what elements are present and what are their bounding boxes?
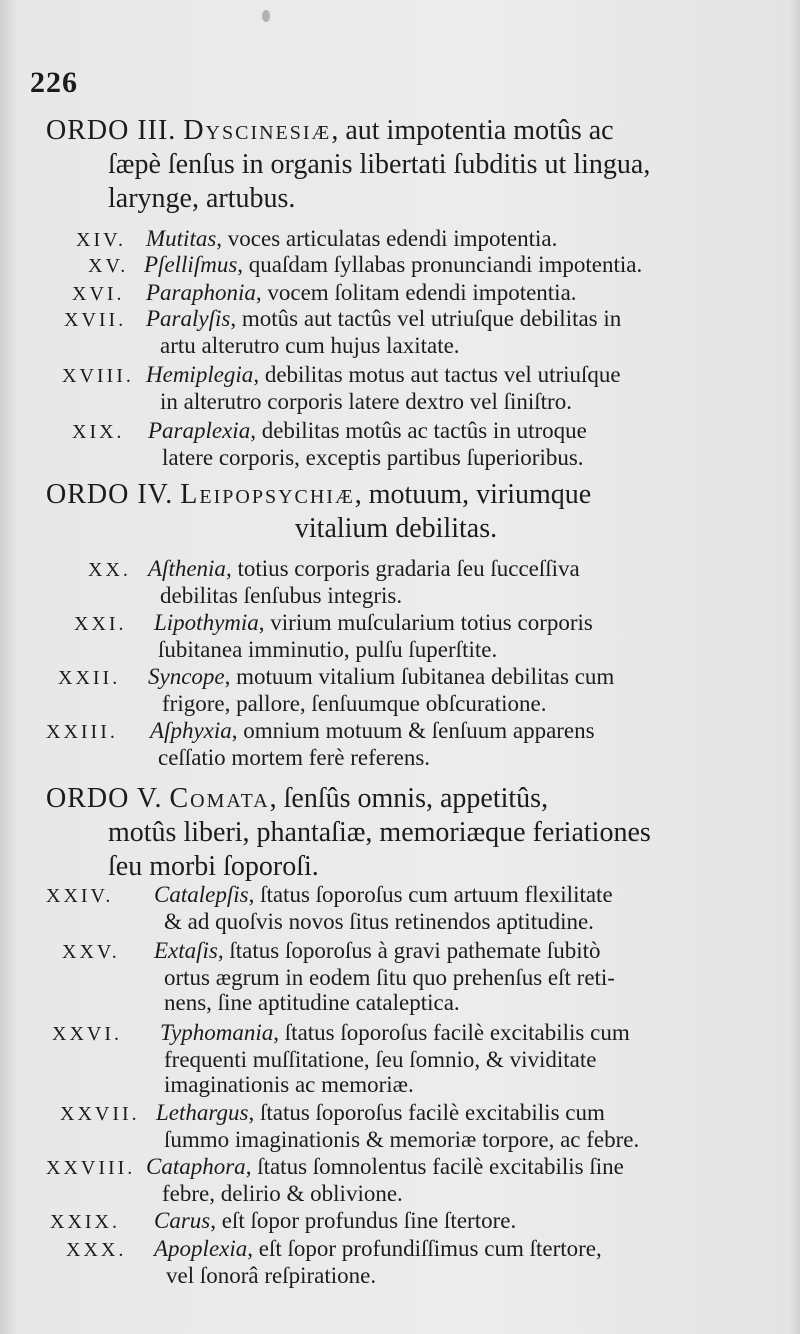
entry-text-line: ceſſatio mortem ferè referens. bbox=[158, 745, 431, 770]
entry-term: Paralyſis bbox=[146, 306, 231, 331]
entry-term: Lipothymia bbox=[154, 610, 259, 635]
entry-number: XXV. bbox=[62, 941, 120, 963]
entry-text: , ſtatus ſoporoſus à gravi pathemate ſubitò bbox=[217, 938, 601, 963]
entry-text: , debilitas motus aut tactus vel utriuſque bbox=[253, 362, 621, 387]
entry-term: Paraphonia bbox=[146, 280, 256, 305]
ordo-description: , motuum, viriumque bbox=[354, 479, 592, 510]
entry-text-line: latere corporis, exceptis partibus ſuperioribus. bbox=[162, 445, 584, 470]
entry-term: Aſphyxia bbox=[150, 718, 232, 743]
entry-number: XXVII. bbox=[60, 1103, 140, 1125]
entry-text-line: & ad quoſvis novos ſitus retinendos aptitudine. bbox=[164, 909, 594, 934]
entry-xxviii bbox=[46, 1154, 624, 1206]
entry-text-line: nens, ſine aptitudine cataleptica. bbox=[164, 990, 460, 1015]
entry-term: Hemiplegia bbox=[146, 362, 254, 387]
entry-term: Paraplexia bbox=[148, 418, 251, 443]
entry-number: XVI. bbox=[72, 283, 125, 305]
entry-xxvi bbox=[52, 1020, 630, 1097]
entry-xxix bbox=[50, 1208, 516, 1235]
entry-term: Extaſis bbox=[154, 938, 218, 963]
entry-text: , motûs aut tactûs vel utriuſque debilitas in bbox=[230, 306, 622, 331]
entry-text-line: ſubitanea imminutio, pulſu ſuperſtite. bbox=[158, 637, 498, 662]
entry-term: Pſelliſmus bbox=[144, 252, 238, 277]
ordo-label: ORDO V. bbox=[46, 783, 163, 814]
ink-smudge bbox=[262, 10, 270, 22]
entry-xix bbox=[72, 418, 587, 470]
entry-number: XIV. bbox=[76, 229, 126, 251]
entry-xvi bbox=[72, 280, 577, 307]
ordo-description-line: larynge, artubus. bbox=[108, 183, 296, 214]
ordo-description-line: ſæpè ſenſus in organis libertati ſubditis ut lingua, bbox=[108, 149, 651, 180]
entry-term: Catalepſis bbox=[154, 882, 249, 907]
ordo-label: ORDO IV. bbox=[46, 479, 174, 510]
entry-text: , debilitas motûs ac tactûs in utroque bbox=[250, 418, 587, 443]
entry-number: XVII. bbox=[64, 309, 127, 331]
entry-xxii bbox=[58, 664, 614, 716]
ordo-description-line: ſeu morbi ſoporoſi. bbox=[108, 851, 319, 882]
entry-number: XXVI. bbox=[52, 1023, 122, 1045]
ordo-iv-heading bbox=[46, 478, 746, 546]
entry-text-line: ortus ægrum in eodem ſitu quo prehenſus eſt reti- bbox=[164, 965, 615, 990]
entry-term: Cataphora bbox=[146, 1154, 246, 1179]
ordo-description-line: vitalium debilitas. bbox=[294, 513, 498, 544]
entry-xxv bbox=[62, 938, 615, 1015]
entry-number: XXI. bbox=[74, 613, 127, 635]
entry-text: , ſtatus ſoporoſus facilè excitabilis cum bbox=[273, 1020, 630, 1045]
ordo-v-heading bbox=[46, 782, 746, 884]
entry-text-line: vel ſonorâ reſpiratione. bbox=[166, 1263, 377, 1288]
entry-number: XXX. bbox=[66, 1239, 127, 1261]
entry-number: XX. bbox=[88, 559, 131, 581]
ordo-label: ORDO III. bbox=[46, 115, 177, 146]
entry-xvii bbox=[64, 306, 621, 358]
entry-number: XXIII. bbox=[46, 721, 118, 743]
entry-text: , motuum vitalium ſubitanea debilitas cum bbox=[224, 664, 615, 689]
entry-text: , totius corporis gradaria ſeu ſucceſſiva bbox=[225, 556, 580, 581]
entry-term: Mutitas bbox=[146, 226, 217, 251]
entry-text-line: in alterutro corporis latere dextro vel ſiniſtro. bbox=[160, 389, 572, 414]
entry-term: Carus bbox=[154, 1208, 211, 1233]
entry-text-line: febre, delirio & oblivione. bbox=[162, 1181, 403, 1206]
entry-xxx bbox=[66, 1236, 602, 1288]
entry-xxi bbox=[74, 610, 593, 662]
entry-text-line: imaginationis ac memoriæ. bbox=[164, 1072, 414, 1097]
ordo-description-line: motûs liberi, phantaſiæ, memoriæque feriationes bbox=[108, 817, 651, 848]
entry-text: , ſtatus ſomnolentus facilè excitabilis ſine bbox=[245, 1154, 624, 1179]
entry-xx bbox=[88, 556, 580, 608]
ordo-name: Comata bbox=[169, 783, 270, 814]
entry-text: , omnium motuum & ſenſuum apparens bbox=[231, 718, 595, 743]
entry-number: XXIX. bbox=[50, 1211, 120, 1233]
entry-xviii bbox=[62, 362, 621, 414]
entry-xxiii bbox=[46, 718, 595, 770]
entry-number: XXII. bbox=[58, 667, 121, 689]
entry-xiv bbox=[76, 226, 557, 253]
entry-text: , ſtatus ſoporoſus facilè excitabilis cum bbox=[248, 1100, 605, 1125]
entry-term: Syncope bbox=[148, 664, 225, 689]
entry-text: , voces articulatas edendi impotentia. bbox=[216, 226, 558, 251]
ordo-description: , ſenſûs omnis, appetitûs, bbox=[269, 783, 549, 814]
entry-text: , eſt ſopor profundus ſine ſtertore. bbox=[210, 1208, 517, 1233]
entry-text-line: frigore, pallore, ſenſuumque obſcuratione. bbox=[162, 691, 547, 716]
ordo-description: , aut impotentia motûs ac bbox=[331, 115, 614, 146]
entry-term: Apoplexia bbox=[154, 1236, 248, 1261]
entry-text-line: artu alterutro cum hujus laxitate. bbox=[160, 333, 460, 358]
entry-number: XV. bbox=[88, 255, 129, 277]
entry-text-line: frequenti muſſitatione, ſeu ſomnio, & vividitate bbox=[164, 1047, 597, 1072]
entry-number: XVIII. bbox=[62, 365, 134, 387]
page-number: 226 bbox=[30, 66, 78, 99]
ordo-name: Dyscinesiæ bbox=[183, 115, 332, 146]
entry-term: Lethargus bbox=[156, 1100, 249, 1125]
entry-text: , eſt ſopor profundiſſimus cum ſtertore, bbox=[247, 1236, 602, 1261]
entry-text: , ſtatus ſoporoſus cum artuum flexilitate bbox=[248, 882, 613, 907]
entry-number: XIX. bbox=[72, 421, 125, 443]
entry-text: , virium muſcularium totius corporis bbox=[258, 610, 593, 635]
entry-text-line: ſummo imaginationis & memoriæ torpore, ac febre. bbox=[164, 1127, 640, 1152]
entry-xxvii bbox=[60, 1100, 639, 1152]
entry-term: Aſthenia bbox=[148, 556, 226, 581]
ordo-iii-heading bbox=[46, 114, 746, 216]
entry-number: XXVIII. bbox=[46, 1157, 136, 1179]
ordo-name: Leipopsychiæ bbox=[180, 479, 355, 510]
entry-xxiv bbox=[46, 882, 613, 934]
entry-term: Typhomania bbox=[160, 1020, 274, 1045]
entry-text: , vocem ſolitam edendi impotentia. bbox=[255, 280, 577, 305]
entry-xv bbox=[88, 252, 642, 279]
entry-number: XXIV. bbox=[46, 885, 114, 907]
entry-text: , quaſdam ſyllabas pronunciandi impotentia. bbox=[237, 252, 643, 277]
entry-text-line: debilitas ſenſubus integris. bbox=[160, 583, 403, 608]
page-edge-shadow bbox=[788, 0, 800, 1334]
